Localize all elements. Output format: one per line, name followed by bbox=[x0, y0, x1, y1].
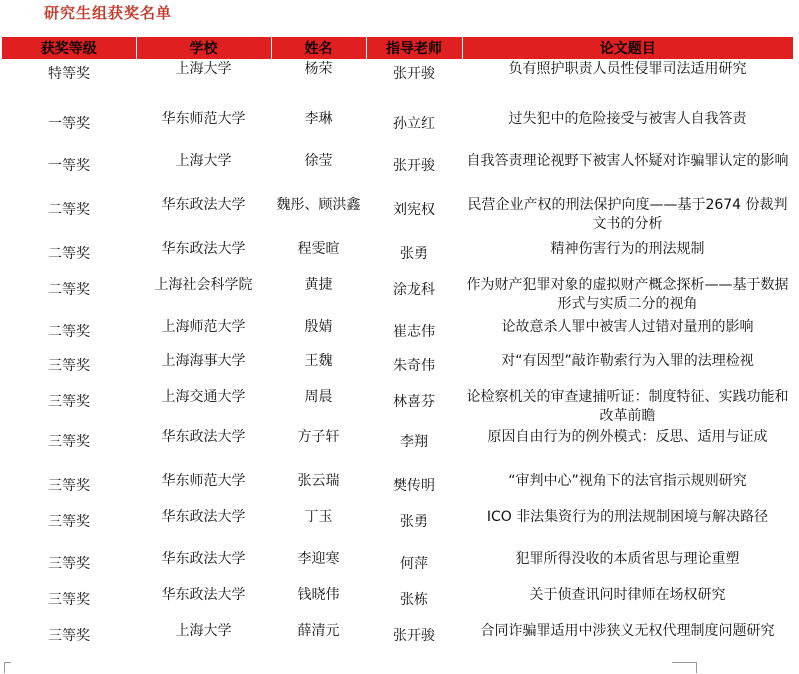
page-title: 研究生组获奖名单 bbox=[44, 4, 173, 22]
cell-name: 黄捷 bbox=[304, 277, 333, 293]
cell-name: 钱晓伟 bbox=[297, 587, 340, 603]
table-row bbox=[2, 507, 793, 549]
cell-school: 华东政法大学 bbox=[161, 241, 246, 257]
table-row bbox=[2, 549, 793, 585]
awards-table bbox=[2, 37, 793, 663]
cell-thesis: 作为财产犯罪对象的虚拟财产概念探析——基于数据形式与实质二分的视角 bbox=[466, 277, 789, 312]
cell-thesis: 过失犯中的危险接受与被害人自我答责 bbox=[508, 111, 747, 127]
cell-advisor: 孙立红 bbox=[393, 116, 435, 132]
cell-prize: 三等奖 bbox=[48, 394, 90, 410]
table-row bbox=[2, 471, 793, 507]
cell-name: 李迎寒 bbox=[297, 551, 340, 567]
cell-name: 张云瑞 bbox=[297, 473, 340, 489]
cell-prize: 三等奖 bbox=[48, 592, 90, 608]
table-row bbox=[2, 59, 793, 109]
table-row bbox=[2, 621, 793, 663]
cell-advisor: 张开骏 bbox=[393, 158, 435, 174]
cell-advisor: 崔志伟 bbox=[393, 324, 435, 340]
cell-advisor: 樊传明 bbox=[393, 478, 435, 494]
cell-school: 上海社会科学院 bbox=[154, 277, 253, 293]
header-prize: 获奖等级 bbox=[2, 37, 136, 59]
table-row bbox=[2, 275, 793, 317]
cell-advisor: 张开骏 bbox=[393, 66, 435, 82]
cell-name: 薛清元 bbox=[297, 623, 340, 639]
cell-thesis: 负有照护职责人员性侵罪司法适用研究 bbox=[508, 61, 747, 77]
cell-advisor: 涂龙科 bbox=[393, 282, 435, 298]
cell-name: 杨荣 bbox=[304, 61, 333, 77]
table-row bbox=[2, 151, 793, 195]
cell-prize: 三等奖 bbox=[48, 358, 90, 374]
cell-school: 华东政法大学 bbox=[161, 197, 246, 213]
cell-name: 方子轩 bbox=[297, 429, 340, 445]
cell-name: 殷婧 bbox=[304, 319, 333, 335]
cell-advisor: 林喜芬 bbox=[393, 394, 435, 410]
page-corner-mark bbox=[672, 662, 697, 673]
cell-school: 上海海事大学 bbox=[161, 353, 246, 369]
cell-thesis: 论故意杀人罪中被害人过错对量刑的影响 bbox=[501, 319, 754, 335]
cell-advisor: 朱奇伟 bbox=[393, 358, 435, 374]
cell-school: 上海交通大学 bbox=[161, 389, 246, 405]
cell-advisor: 张勇 bbox=[400, 246, 428, 262]
cell-school: 华东师范大学 bbox=[161, 473, 246, 489]
cell-name: 李琳 bbox=[304, 111, 333, 127]
table-row bbox=[2, 351, 793, 387]
cell-prize: 二等奖 bbox=[48, 202, 90, 218]
cell-thesis: 原因自由行为的例外模式：反思、适用与证成 bbox=[487, 429, 768, 445]
cell-thesis: 关于侦查讯问时律师在场权研究 bbox=[529, 587, 726, 603]
cell-advisor: 李翔 bbox=[400, 434, 428, 450]
cell-prize: 二等奖 bbox=[48, 282, 90, 298]
cell-school: 上海大学 bbox=[175, 61, 232, 77]
cell-prize: 三等奖 bbox=[48, 478, 90, 494]
table-row bbox=[2, 239, 793, 275]
cell-school: 华东师范大学 bbox=[161, 111, 246, 127]
cell-name: 周晨 bbox=[304, 389, 333, 405]
header-thesis: 论文题目 bbox=[462, 37, 793, 59]
cell-thesis: 精神伤害行为的刑法规制 bbox=[550, 241, 705, 257]
cell-prize: 特等奖 bbox=[48, 66, 90, 82]
header-school: 学校 bbox=[136, 37, 271, 59]
cell-name: 程雯暄 bbox=[297, 241, 340, 257]
cell-name: 王魏 bbox=[304, 353, 333, 369]
cell-prize: 三等奖 bbox=[48, 434, 90, 450]
cell-name: 丁玉 bbox=[304, 509, 333, 525]
cell-prize: 三等奖 bbox=[48, 628, 90, 644]
table-row bbox=[2, 387, 793, 427]
cell-thesis: 自我答责理论视野下被害人怀疑对诈骗罪认定的影响 bbox=[466, 153, 789, 169]
cell-name: 徐莹 bbox=[304, 153, 333, 169]
cell-school: 华东政法大学 bbox=[161, 587, 246, 603]
cell-prize: 一等奖 bbox=[48, 158, 90, 174]
cell-prize: 三等奖 bbox=[48, 514, 90, 530]
cell-prize: 二等奖 bbox=[48, 324, 90, 340]
cell-thesis: 对“有因型”敲诈勒索行为入罪的法理检视 bbox=[501, 353, 754, 369]
cell-prize: 一等奖 bbox=[48, 116, 90, 132]
header-advisor: 指导老师 bbox=[366, 37, 462, 59]
cell-school: 上海师范大学 bbox=[161, 319, 246, 335]
cell-thesis: 论检察机关的审查逮捕听证：制度特征、实践功能和改革前瞻 bbox=[466, 389, 789, 424]
cell-advisor: 何萍 bbox=[400, 556, 428, 572]
cell-thesis: ICO 非法集资行为的刑法规制困境与解决路径 bbox=[486, 509, 769, 525]
table-row bbox=[2, 317, 793, 351]
cell-advisor: 张栋 bbox=[400, 592, 428, 608]
cell-school: 华东政法大学 bbox=[161, 509, 246, 525]
cell-school: 华东政法大学 bbox=[161, 429, 246, 445]
cell-advisor: 刘宪权 bbox=[393, 202, 435, 218]
header-name: 姓名 bbox=[271, 37, 366, 59]
table-header-row bbox=[2, 37, 793, 59]
table-row bbox=[2, 195, 793, 239]
table-row bbox=[2, 109, 793, 151]
cell-advisor: 张开骏 bbox=[393, 628, 435, 644]
cell-thesis: “审判中心”视角下的法官指示规则研究 bbox=[508, 473, 747, 489]
cell-thesis: 民营企业产权的刑法保护向度——基于2674 份裁判文书的分析 bbox=[467, 197, 788, 232]
cell-prize: 二等奖 bbox=[48, 246, 90, 262]
cell-school: 上海大学 bbox=[175, 153, 232, 169]
cell-school: 上海大学 bbox=[175, 623, 232, 639]
page-corner-mark bbox=[4, 662, 11, 673]
table-row bbox=[2, 585, 793, 621]
cell-name: 魏彤、顾洪鑫 bbox=[276, 197, 361, 213]
table-row bbox=[2, 427, 793, 471]
cell-school: 华东政法大学 bbox=[161, 551, 246, 567]
cell-prize: 三等奖 bbox=[48, 556, 90, 572]
cell-thesis: 合同诈骗罪适用中涉狭义无权代理制度问题研究 bbox=[480, 623, 775, 639]
cell-thesis: 犯罪所得没收的本质省思与理论重塑 bbox=[515, 551, 740, 567]
cell-advisor: 张勇 bbox=[400, 514, 428, 530]
